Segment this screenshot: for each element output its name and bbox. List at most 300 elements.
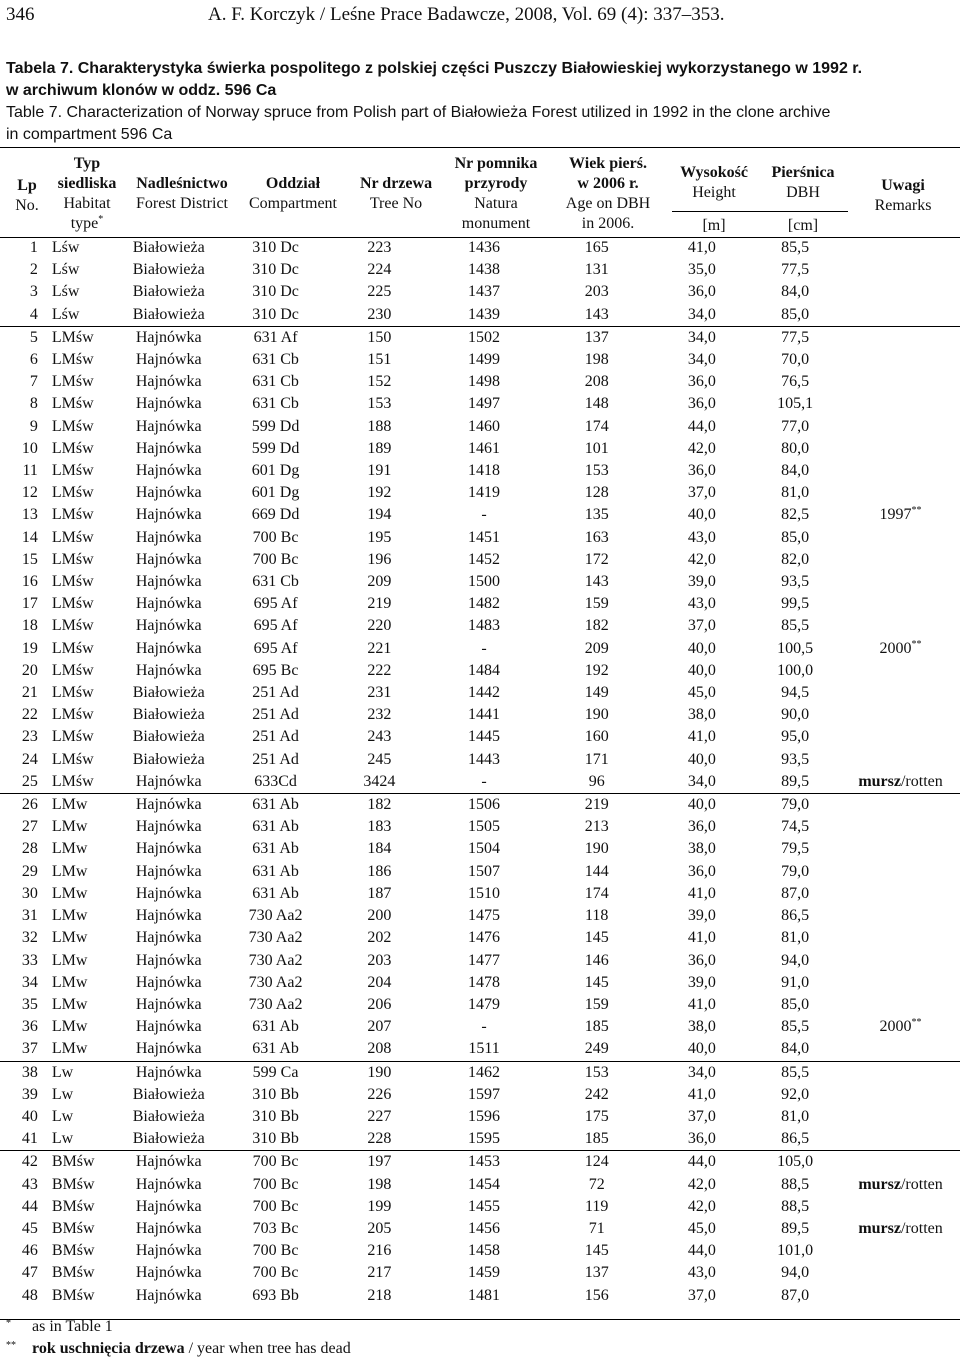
- header-tree-no: Nr drzewa Tree No: [359, 175, 433, 212]
- dbh-cell: 86,5: [781, 907, 810, 925]
- remarks-cell: [841, 1285, 960, 1307]
- remarks-cell: [841, 460, 960, 482]
- journal-citation: A. F. Korczyk / Leśne Prace Badawcze, 2008, Vol. 69 (4): 337–353.: [208, 4, 725, 25]
- compartment-cell: 730 Aa2: [248, 995, 303, 1013]
- remarks-cell: [841, 749, 960, 771]
- remarks-cell: [841, 281, 960, 303]
- monument-no-cell: 1451: [468, 528, 501, 546]
- tree-no-cell: 217: [367, 1264, 392, 1282]
- height-cell: 37,0: [687, 617, 716, 635]
- table-row: [0, 1196, 960, 1218]
- compartment-cell: 631 Cb: [252, 573, 299, 591]
- dbh-cell: 79,5: [781, 840, 810, 858]
- tree-no-cell: 228: [367, 1130, 392, 1148]
- habitat-type-cell: LMw: [51, 995, 88, 1013]
- compartment-cell: 631 Ab: [222, 794, 330, 817]
- tree-no-cell: 218: [367, 1286, 392, 1304]
- row-no-cell: 20: [21, 661, 38, 679]
- height-cell: 38,0: [687, 840, 716, 858]
- compartment-cell: 730 Aa2: [248, 973, 303, 991]
- table-top-rule: [0, 147, 960, 148]
- forest-district-cell: Hajnówka: [135, 862, 202, 880]
- forest-district-cell: Hajnówka: [135, 1040, 202, 1058]
- row-no-cell: 27: [21, 818, 38, 836]
- age-cell: 135: [584, 506, 609, 524]
- table-row: [0, 905, 960, 927]
- habitat-type-cell: LMw: [51, 1018, 88, 1036]
- tree-no-cell: 203: [367, 951, 392, 969]
- tree-no-cell: 223: [367, 239, 392, 256]
- monument-no-cell: 1484: [468, 661, 501, 679]
- height-cell: 41,0: [687, 728, 716, 746]
- table-row: [0, 1038, 960, 1061]
- tree-no-cell: 204: [367, 973, 392, 991]
- forest-district-cell: Hajnówka: [135, 351, 202, 369]
- header-forest-district: Nadleśnictwo Forest District: [136, 175, 228, 212]
- age-cell: 219: [539, 794, 655, 817]
- row-no-cell: 16: [21, 573, 38, 591]
- table-row: [0, 1084, 960, 1106]
- table-row: [0, 660, 960, 682]
- tree-no-cell: 224: [367, 261, 392, 279]
- remarks-cell: [841, 1262, 960, 1284]
- remarks-footnote-mark: **: [911, 1017, 922, 1029]
- table-row: [0, 281, 960, 303]
- monument-no-cell: 1462: [429, 1061, 539, 1084]
- tree-no-cell: 200: [367, 907, 392, 925]
- dbh-cell: 82,0: [781, 550, 810, 568]
- age-cell: 153: [584, 462, 609, 480]
- dbh-cell: 74,5: [781, 818, 810, 836]
- monument-no-cell: 1506: [429, 794, 539, 817]
- compartment-cell: 251 Ad: [252, 728, 299, 746]
- compartment-cell: 633Cd: [254, 772, 297, 790]
- height-cell: 34,0: [655, 1061, 750, 1084]
- tree-no-cell: 153: [367, 395, 392, 413]
- header-age: Wiek pierś. w 2006 r. Age on DBH in 2006.: [565, 155, 651, 232]
- remarks-cell: [841, 771, 960, 794]
- row-no-cell: 17: [21, 595, 38, 613]
- habitat-type-cell: LMśw: [51, 373, 94, 391]
- compartment-cell: 599 Dd: [251, 417, 300, 435]
- habitat-type-cell: LMw: [38, 794, 116, 817]
- compartment-cell: 631 Ab: [252, 1040, 299, 1058]
- remarks-cell: [841, 527, 960, 549]
- remarks-cell: [841, 972, 960, 994]
- monument-no-cell: 1507: [468, 862, 501, 880]
- dbh-cell: 93,5: [781, 750, 810, 768]
- table-row: [0, 527, 960, 549]
- monument-no-cell: 1442: [468, 684, 501, 702]
- tree-no-cell: 231: [367, 684, 392, 702]
- row-no-cell: 5: [0, 326, 38, 349]
- compartment-cell: 251 Ad: [252, 706, 299, 724]
- height-cell: 36,0: [687, 462, 716, 480]
- monument-no-cell: 1498: [468, 373, 501, 391]
- row-no-cell: 36: [21, 1018, 38, 1036]
- tree-no-cell: 197: [329, 1151, 429, 1174]
- height-cell: 44,0: [687, 417, 716, 435]
- row-no-cell: 15: [21, 550, 38, 568]
- forest-district-cell: Białowieża: [132, 1130, 205, 1148]
- age-cell: 209: [584, 639, 609, 657]
- forest-district-cell: Białowieża: [132, 750, 205, 768]
- remarks-text: 2000: [879, 1018, 912, 1036]
- remarks-cell: [841, 1174, 960, 1196]
- compartment-cell: 599 Ca: [222, 1061, 330, 1084]
- age-cell: 190: [584, 840, 609, 858]
- table-row: [0, 259, 960, 281]
- age-cell: 144: [584, 862, 609, 880]
- row-no-cell: 1: [29, 239, 38, 256]
- height-cell: 36,0: [687, 1130, 716, 1148]
- monument-no-cell: -: [481, 506, 487, 524]
- age-cell: 118: [585, 907, 609, 925]
- tree-no-cell: 195: [367, 528, 392, 546]
- dbh-cell: 105,0: [749, 1151, 841, 1174]
- tree-no-cell: 219: [367, 595, 392, 613]
- forest-district-cell: Białowieża: [132, 1107, 205, 1125]
- tree-no-cell: 196: [367, 550, 392, 568]
- row-no-cell: 26: [0, 794, 38, 817]
- tree-no-cell: 220: [367, 617, 392, 635]
- monument-no-cell: 1458: [468, 1242, 501, 1260]
- tree-no-cell: 221: [367, 639, 392, 657]
- dbh-cell: 77,5: [749, 326, 841, 349]
- tree-no-cell: 152: [367, 373, 392, 391]
- monument-no-cell: 1419: [468, 484, 501, 502]
- tree-no-cell: 186: [367, 862, 392, 880]
- remarks-cell: [841, 638, 960, 660]
- row-no-cell: 33: [21, 951, 38, 969]
- dbh-cell: 99,5: [781, 595, 810, 613]
- height-cell: 36,0: [687, 283, 716, 301]
- monument-no-cell: 1454: [468, 1175, 501, 1193]
- dbh-cell: 90,0: [781, 706, 810, 724]
- table-row: [0, 460, 960, 482]
- dbh-cell: 85,0: [781, 995, 810, 1013]
- monument-no-cell: 1441: [468, 706, 501, 724]
- dbh-cell: 81,0: [781, 484, 810, 502]
- height-cell: 34,0: [687, 305, 716, 323]
- row-no-cell: 45: [21, 1219, 38, 1237]
- header-compartment: Oddział Compartment: [249, 175, 337, 212]
- table-row: [0, 482, 960, 504]
- forest-district-cell: Hajnówka: [135, 884, 202, 902]
- tree-no-cell: 198: [367, 1175, 392, 1193]
- tree-no-cell: 3424: [363, 772, 396, 790]
- tree-no-cell: 208: [367, 1040, 392, 1058]
- row-no-cell: 31: [21, 907, 38, 925]
- habitat-type-cell: LMw: [51, 840, 88, 858]
- table-row: [0, 1061, 960, 1084]
- remarks-cell: [841, 349, 960, 371]
- remarks-cell: [841, 950, 960, 972]
- monument-no-cell: 1455: [468, 1197, 501, 1215]
- height-cell: 38,0: [687, 1018, 716, 1036]
- monument-no-cell: 1595: [468, 1130, 501, 1148]
- height-cell: 41,0: [687, 995, 716, 1013]
- habitat-type-cell: LMśw: [51, 772, 94, 790]
- height-cell: 36,0: [687, 951, 716, 969]
- monument-no-cell: 1596: [468, 1107, 501, 1125]
- remarks-cell: [841, 682, 960, 704]
- table-row: [0, 972, 960, 994]
- table-row: [0, 571, 960, 593]
- habitat-type-cell: LMśw: [51, 728, 94, 746]
- habitat-type-cell: LMśw: [51, 528, 94, 546]
- height-cell: 40,0: [687, 506, 716, 524]
- dbh-cell: 80,0: [781, 439, 810, 457]
- tree-no-cell: 209: [367, 573, 392, 591]
- remarks-cell: [841, 1038, 960, 1061]
- height-cell: 34,0: [687, 772, 716, 790]
- dbh-cell: 88,5: [781, 1197, 810, 1215]
- height-cell: 39,0: [687, 907, 716, 925]
- row-no-cell: 25: [21, 772, 38, 790]
- age-cell: 172: [584, 550, 609, 568]
- height-cell: 40,0: [687, 1040, 716, 1058]
- tree-no-cell: 206: [367, 995, 392, 1013]
- monument-no-cell: 1459: [468, 1264, 501, 1282]
- age-cell: 174: [584, 417, 609, 435]
- monument-no-cell: 1418: [468, 462, 501, 480]
- row-no-cell: 43: [21, 1175, 38, 1193]
- dbh-cell: 77,5: [781, 261, 810, 279]
- age-cell: 198: [584, 351, 609, 369]
- table-row: [0, 549, 960, 571]
- table-row: [0, 393, 960, 415]
- tree-no-cell: 199: [367, 1197, 392, 1215]
- forest-district-cell: Hajnówka: [135, 506, 202, 524]
- forest-district-cell: Hajnówka: [135, 417, 202, 435]
- table-row: [0, 838, 960, 860]
- age-cell: 213: [584, 818, 609, 836]
- forest-district-cell: Hajnówka: [135, 907, 202, 925]
- forest-district-cell: Hajnówka: [135, 550, 202, 568]
- table-row: [0, 682, 960, 704]
- row-no-cell: 11: [22, 462, 38, 480]
- habitat-type-cell: LMw: [51, 818, 88, 836]
- table-row: [0, 883, 960, 905]
- compartment-cell: 601 Dg: [251, 462, 300, 480]
- height-cell: 37,0: [687, 484, 716, 502]
- row-no-cell: 4: [29, 305, 38, 323]
- remarks-cell: [841, 726, 960, 748]
- tree-no-cell: 216: [367, 1242, 392, 1260]
- forest-district-cell: Hajnówka: [135, 1242, 202, 1260]
- habitat-type-cell: LMw: [51, 973, 88, 991]
- forest-district-cell: Białowieża: [132, 283, 205, 301]
- monument-no-cell: 1460: [468, 417, 501, 435]
- age-cell: 143: [584, 573, 609, 591]
- height-cell: 45,0: [687, 684, 716, 702]
- forest-district-cell: Hajnówka: [135, 1175, 202, 1193]
- height-cell: 35,0: [687, 261, 716, 279]
- tree-no-cell: 184: [367, 840, 392, 858]
- forest-district-cell: Białowieża: [132, 305, 205, 323]
- dbh-cell: 81,0: [781, 929, 810, 947]
- habitat-type-cell: BMśw: [38, 1151, 116, 1174]
- height-cell: 37,0: [687, 1286, 716, 1304]
- dbh-cell: 85,0: [781, 305, 810, 323]
- habitat-type-cell: LMw: [51, 907, 88, 925]
- tree-no-cell: 194: [367, 506, 392, 524]
- forest-district-cell: Hajnówka: [135, 595, 202, 613]
- compartment-cell: 631 Cb: [252, 395, 299, 413]
- table-row: [0, 304, 960, 327]
- dbh-cell: 82,5: [781, 506, 810, 524]
- habitat-type-cell: LMśw: [51, 750, 94, 768]
- compartment-cell: 700 Bc: [252, 1242, 299, 1260]
- remarks-cell: [841, 927, 960, 949]
- age-cell: 185: [584, 1130, 609, 1148]
- age-cell: 101: [584, 439, 609, 457]
- remarks-cell: [841, 259, 960, 281]
- forest-district-cell: Hajnówka: [135, 929, 202, 947]
- age-cell: 159: [584, 595, 609, 613]
- row-no-cell: 46: [21, 1242, 38, 1260]
- habitat-type-cell: BMśw: [51, 1286, 95, 1304]
- forest-district-cell: Hajnówka: [135, 995, 202, 1013]
- height-cell: 43,0: [687, 528, 716, 546]
- header-height-unit: [m]: [702, 217, 726, 234]
- page-number: 346: [6, 4, 35, 25]
- dbh-cell: 77,0: [781, 417, 810, 435]
- dbh-cell: 85,0: [781, 528, 810, 546]
- table-row: [0, 416, 960, 438]
- age-cell: 145: [584, 973, 609, 991]
- table-row: [0, 1218, 960, 1240]
- forest-district-cell: Hajnówka: [135, 1018, 202, 1036]
- habitat-type-cell: Lśw: [51, 261, 80, 279]
- footnote-1: * as in Table 1: [6, 1318, 113, 1335]
- compartment-cell: 730 Aa2: [248, 951, 303, 969]
- dbh-cell: 105,1: [777, 395, 814, 413]
- compartment-cell: 631 Ab: [252, 1018, 299, 1036]
- habitat-type-cell: LMśw: [51, 639, 94, 657]
- forest-district-cell: Hajnówka: [135, 1219, 202, 1237]
- remarks-cell: [841, 393, 960, 415]
- monument-no-cell: 1477: [468, 951, 501, 969]
- habitat-type-cell: LMśw: [51, 661, 94, 679]
- compartment-cell: 700 Bc: [252, 1197, 299, 1215]
- remarks-text: /rotten: [900, 772, 943, 790]
- remarks-cell: [841, 660, 960, 682]
- habitat-type-cell: LMśw: [51, 462, 94, 480]
- monument-no-cell: 1453: [429, 1151, 539, 1174]
- habitat-type-cell: LMśw: [51, 684, 94, 702]
- forest-district-cell: Hajnówka: [135, 1264, 202, 1282]
- monument-no-cell: 1511: [468, 1040, 500, 1058]
- row-no-cell: 12: [21, 484, 38, 502]
- tree-no-cell: 245: [367, 750, 392, 768]
- row-no-cell: 37: [21, 1040, 38, 1058]
- row-no-cell: 9: [29, 417, 38, 435]
- row-no-cell: 44: [21, 1197, 38, 1215]
- row-no-cell: 18: [21, 617, 38, 635]
- age-cell: 143: [584, 305, 609, 323]
- remarks-cell: [841, 482, 960, 504]
- row-no-cell: 24: [21, 750, 38, 768]
- row-no-cell: 40: [21, 1107, 38, 1125]
- height-cell: 42,0: [687, 1197, 716, 1215]
- height-cell: 44,0: [655, 1151, 750, 1174]
- forest-district-cell: Hajnówka: [135, 528, 202, 546]
- remarks-cell: [841, 326, 960, 349]
- header-habitat-type: Typ siedliska Habitat type*: [57, 155, 117, 232]
- age-cell: 163: [584, 528, 609, 546]
- compartment-cell: 693 Bb: [252, 1286, 299, 1304]
- row-no-cell: 39: [21, 1085, 38, 1103]
- row-no-cell: 6: [29, 351, 38, 369]
- dbh-cell: 79,0: [781, 862, 810, 880]
- row-no-cell: 30: [21, 884, 38, 902]
- remarks-cell: [841, 1061, 960, 1084]
- habitat-type-cell: LMw: [51, 951, 88, 969]
- dbh-cell: 93,5: [781, 573, 810, 591]
- height-cell: 40,0: [687, 639, 716, 657]
- table-row: [0, 615, 960, 637]
- table-row: [0, 1016, 960, 1038]
- row-no-cell: 29: [21, 862, 38, 880]
- age-cell: 185: [584, 1018, 609, 1036]
- row-no-cell: 10: [21, 439, 38, 457]
- forest-district-cell: Hajnówka: [116, 1151, 222, 1174]
- tree-no-cell: 205: [367, 1219, 392, 1237]
- header-remarks: Uwagi Remarks: [874, 177, 932, 214]
- height-cell: 41,0: [687, 884, 716, 902]
- remarks-bold: mursz: [858, 1175, 901, 1193]
- dbh-cell: 88,5: [781, 1175, 810, 1193]
- table-row: [0, 349, 960, 371]
- forest-district-cell: Hajnówka: [135, 617, 202, 635]
- monument-no-cell: 1504: [468, 840, 501, 858]
- forest-district-cell: Hajnówka: [135, 573, 202, 591]
- remarks-cell: [841, 304, 960, 327]
- age-cell: 124: [539, 1151, 655, 1174]
- dbh-cell: 87,0: [781, 1286, 810, 1304]
- height-cell: 34,0: [687, 351, 716, 369]
- compartment-cell: 310 Bb: [252, 1107, 299, 1125]
- habitat-type-cell: LMśw: [51, 573, 94, 591]
- forest-district-cell: Białowieża: [132, 239, 205, 256]
- monument-no-cell: 1439: [468, 305, 501, 323]
- compartment-cell: 700 Bc: [252, 528, 299, 546]
- height-cell: 41,0: [687, 1085, 716, 1103]
- habitat-type-cell: LMśw: [51, 417, 94, 435]
- remarks-cell: [841, 371, 960, 393]
- dbh-cell: 86,5: [781, 1130, 810, 1148]
- habitat-type-cell: Lw: [51, 1107, 74, 1125]
- habitat-type-cell: BMśw: [51, 1264, 95, 1282]
- age-cell: 190: [584, 706, 609, 724]
- row-no-cell: 19: [21, 639, 38, 657]
- forest-district-cell: Hajnówka: [135, 772, 202, 790]
- age-cell: 119: [585, 1197, 609, 1215]
- tree-no-cell: 151: [367, 351, 392, 369]
- habitat-type-cell: LMśw: [51, 595, 94, 613]
- height-cell: 36,0: [687, 862, 716, 880]
- tree-no-cell: 192: [367, 484, 392, 502]
- table-row: [0, 1285, 960, 1307]
- compartment-cell: 703 Bc: [252, 1219, 299, 1237]
- dbh-cell: 84,0: [781, 462, 810, 480]
- forest-district-cell: Hajnówka: [135, 439, 202, 457]
- tree-no-cell: 232: [367, 706, 392, 724]
- dbh-cell: 92,0: [781, 1085, 810, 1103]
- dbh-cell: 81,0: [781, 1107, 810, 1125]
